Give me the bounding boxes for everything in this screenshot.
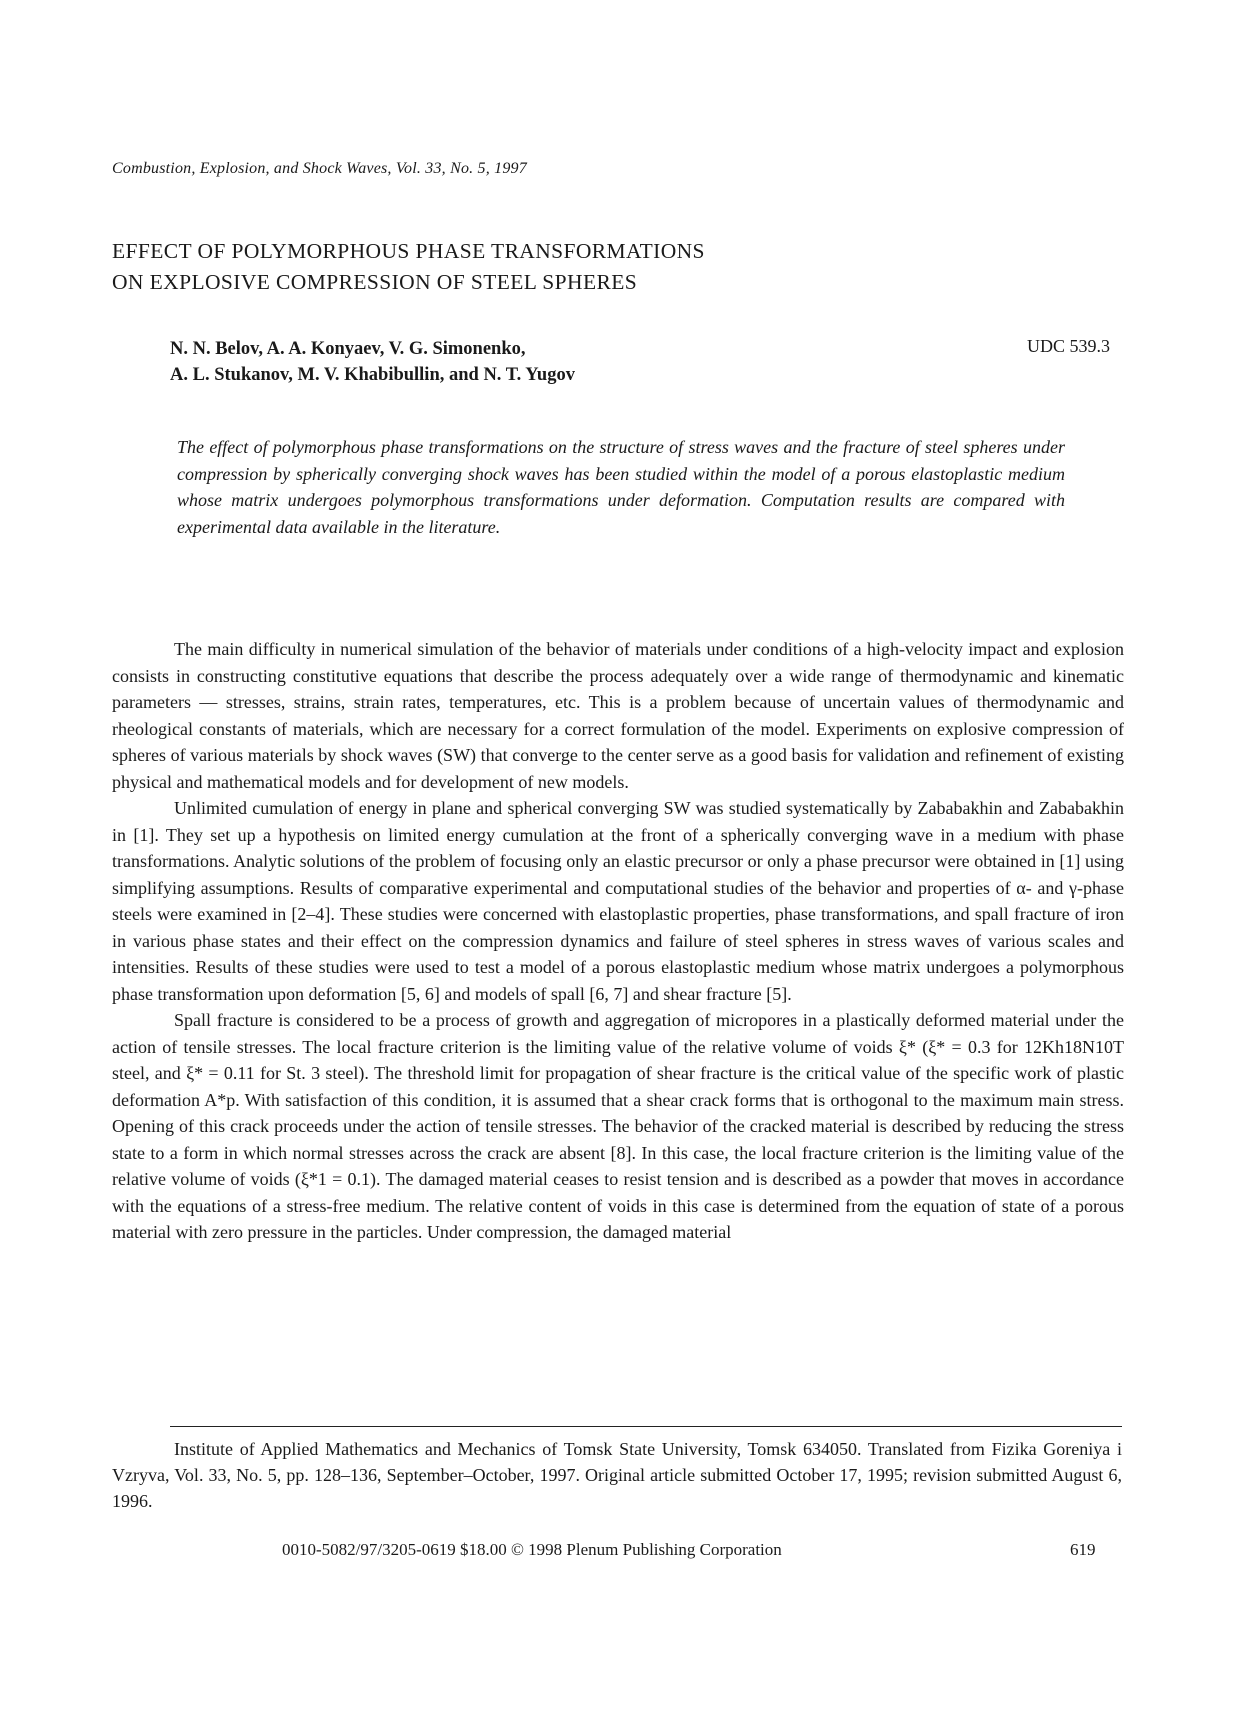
udc-code: UDC 539.3 [1026, 336, 1110, 356]
body-text [112, 636, 1124, 1246]
article-title [112, 236, 1012, 298]
title-line: ON EXPLOSIVE COMPRESSION OF STEEL SPHERES [112, 270, 638, 294]
body-paragraph: Unlimited cumulation of energy in plane and spherical converging SW was studied systematically by Zababakhin and Zababakhin in [1]. They set up a hypothesis on limited energy cumulation at the front of a spherically converging wave in a medium with phase transformations. Analytic solutions of the problem of focusing only an elastic precursor or only a phase precursor were obtained in [1] using simplifying assumptions. Results of comparative experimental and computational studies of the behavior and properties of α- and γ-phase steels were examined in [2–4]. These studies were concerned with elastoplastic properties, phase transformations, and spall fracture of iron in various phase states and their effect on the compression dynamics and failure of steel spheres in stress waves of various scales and intensities. Results of these studies were used to test a model of a porous elastoplastic medium whose matrix undergoes a polymorphous phase transformation upon deformation [5, 6] and models of spall [6, 7] and shear fracture [5]. [112, 798, 1124, 1004]
author-line: N. N. Belov, A. A. Konyaev, V. G. Simonenko, [170, 339, 526, 359]
journal-citation: Combustion, Explosion, and Shock Waves, Vol. 33, No. 5, 1997 [112, 160, 527, 177]
footnote-divider [170, 1426, 1122, 1427]
title-line: EFFECT OF POLYMORPHOUS PHASE TRANSFORMATIONS [112, 239, 705, 263]
footnote [112, 1436, 1122, 1514]
abstract: The effect of polymorphous phase transformations on the structure of stress waves and the fracture of steel spheres under compression by spherically converging shock waves has been studied within the model of a porous elastoplastic medium whose matrix undergoes polymorphous transformations under deformation. Computation results are compared with experimental data available in the literature. [177, 437, 1065, 537]
author-list [170, 336, 575, 388]
page-number: 619 [1070, 1540, 1096, 1559]
body-paragraph: Spall fracture is considered to be a process of growth and aggregation of micropores in a plastically deformed material under the action of tensile stresses. The local fracture criterion is the limiting value of the relative volume of voids ξ* (ξ* = 0.3 for 12Kh18N10T steel, and ξ* = 0.11 for St. 3 steel). The threshold limit for propagation of shear fracture is the critical value of the specific work of plastic deformation A*p. With satisfaction of this condition, it is assumed that a shear crack forms that is orthogonal to the maximum main stress. Opening of this crack proceeds under the action of tensile stresses. The behavior of the cracked material is described by reducing the stress state to a form in which normal stresses across the crack are absent [8]. In this case, the local fracture criterion is the limiting value of the relative volume of voids (ξ*1 = 0.1). The damaged material ceases to resist tension and is described as a powder that moves in accordance with the equations of a stress-free medium. The relative content of voids in this case is determined from the equation of state of a porous material with zero pressure in the particles. Under compression, the damaged material [112, 1010, 1124, 1242]
body-paragraph: The main difficulty in numerical simulation of the behavior of materials under conditions of a high-velocity impact and explosion consists in constructing constitutive equations that describe the process adequately over a wide range of thermodynamic and kinematic parameters — stresses, strains, strain rates, temperatures, etc. This is a problem because of uncertain values of thermodynamic and rheological constants of materials, which are necessary for a correct formulation of the model. Experiments on explosive compression of spheres of various materials by shock waves (SW) that converge to the center serve as a good basis for validation and refinement of existing physical and mathematical models and for development of new models. [112, 639, 1124, 792]
author-line: A. L. Stukanov, M. V. Khabibullin, and N. T. Yugov [170, 365, 575, 385]
copyright-line: 0010-5082/97/3205-0619 $18.00 © 1998 Plenum Publishing Corporation [282, 1540, 782, 1559]
footnote-text: Institute of Applied Mathematics and Mechanics of Tomsk State University, Tomsk 634050. Translated from Fizika Goreniya i Vzryva, Vol. 33, No. 5, pp. 128–136, September–October, 1997. Original article submitted October 17, 1995; revision submitted August 6, 1996. [112, 1439, 1122, 1511]
